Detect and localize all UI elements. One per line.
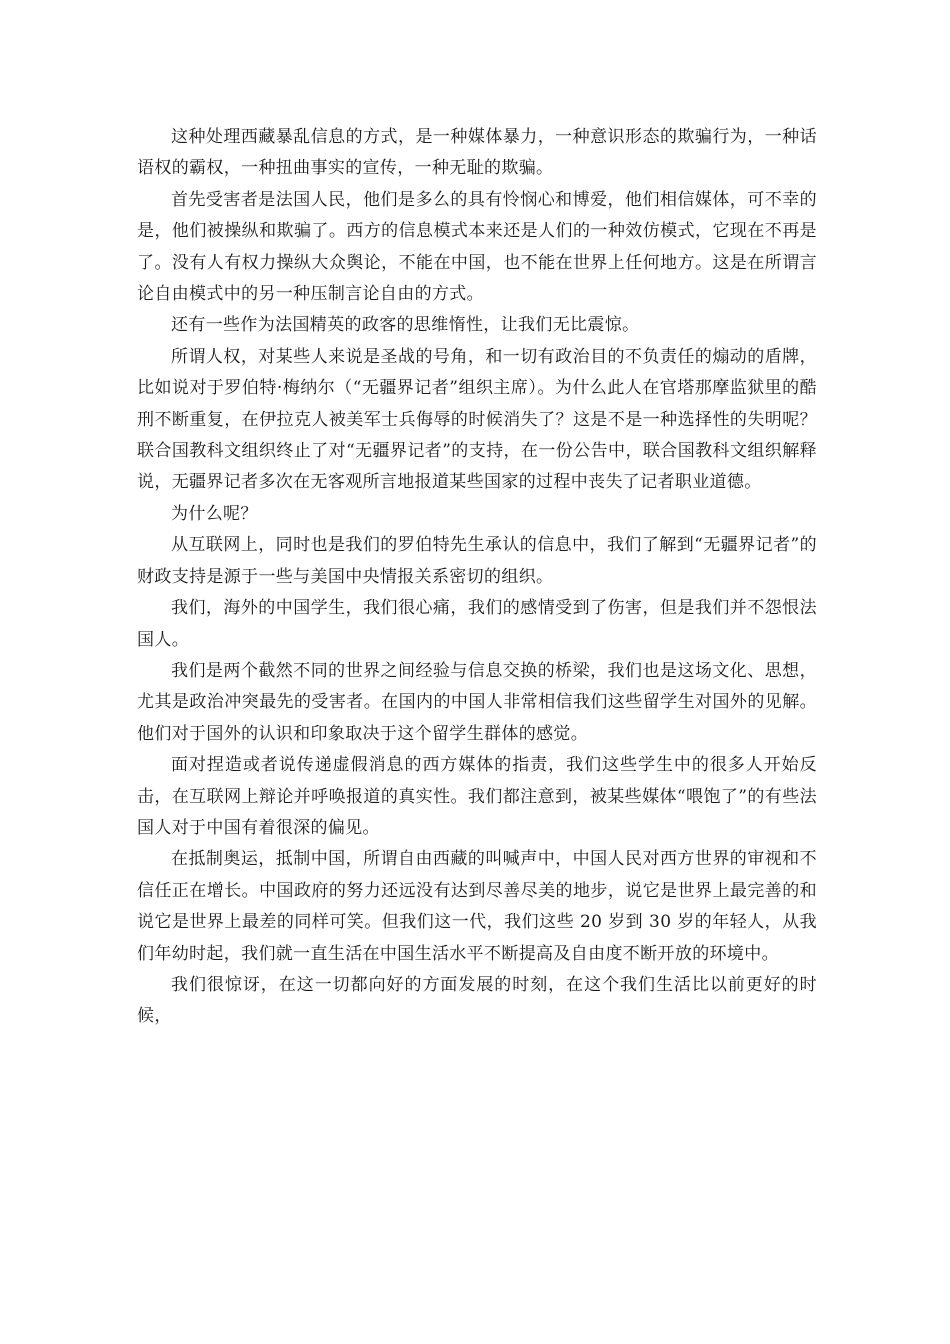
paragraph: 面对捏造或者说传递虚假消息的西方媒体的指责，我们这些学生中的很多人开始反击，在互联网上辩论并呼唤报道的真实性。我们都注意到，被某些媒体“喂饱了”的有些法国人对于中国有着很深的偏见。 xyxy=(137,755,817,838)
document-body xyxy=(137,122,817,1033)
paragraph: 这种处理西藏暴乱信息的方式，是一种媒体暴力，一种意识形态的欺骗行为，一种话语权的霸权，一种扭曲事实的宣传，一种无耻的欺骗。 xyxy=(137,127,817,179)
paragraph: 为什么呢？ xyxy=(171,503,258,524)
paragraph: 我们很惊讶，在这一切都向好的方面发展的时刻，在这个我们生活比以前更好的时候， xyxy=(137,974,817,1027)
paragraph: 从互联网上，同时也是我们的罗伯特先生承认的信息中，我们了解到“无疆界记者”的财政支持是源于一些与美国中央情报关系密切的组织。 xyxy=(137,535,817,587)
paragraph: 首先受害者是法国人民，他们是多么的具有怜悯心和博爱，他们相信媒体，可不幸的是，他们被操纵和欺骗了。西方的信息模式本来还是人们的一种效仿模式，它现在不再是了。没有人有权力操纵大众舆论，不能在中国，也不能在世界上任何地方。这是在所谓言论自由模式中的另一种压制言论自由的方式。 xyxy=(137,189,817,305)
paragraph: 还有一些作为法国精英的政客的思维惰性，让我们无比震惊。 xyxy=(171,315,640,336)
paragraph: 我们是两个截然不同的世界之间经验与信息交换的桥梁，我们也是这场文化、思想，尤其是政治冲突最先的受害者。在国内的中国人非常相信我们这些留学生对国外的见解。他们对于国外的认识和印象取决于这个留学生群体的感觉。 xyxy=(137,660,817,744)
paragraph: 所谓人权，对某些人来说是圣战的号角，和一切有政治目的不负责任的煽动的盾牌，比如说对于罗伯特·梅纳尔（“无疆界记者”组织主席）。为什么此人在官塔那摩监狱里的酷刑不断重复，在伊拉克人被美军士兵侮辱的时候消失了？这是不是一种选择性的失明呢？联合国教科文组织终止了对“无疆界记者”的支持，在一份公告中，联合国教科文组织解释说，无疆界记者多次在无客观所言地报道某些国家的过程中丧失了记者职业道德。 xyxy=(137,346,817,493)
paragraph: 在抵制奥运，抵制中国，所谓自由西藏的叫喊声中，中国人民对西方世界的审视和不信任正在增长。中国政府的努力还远没有达到尽善尽美的地步，说它是世界上最完善的和说它是世界上最差的同样可笑。但我们这一代，我们这些 20 岁到 30 岁的年轻人，从我们年幼时起，我们就一直生活在中国生活水平不断提高及自由度不断开放的环境中。 xyxy=(137,849,817,964)
paragraph: 我们，海外的中国学生，我们很心痛，我们的感情受到了伤害，但是我们并不怨恨法国人。 xyxy=(137,598,817,650)
